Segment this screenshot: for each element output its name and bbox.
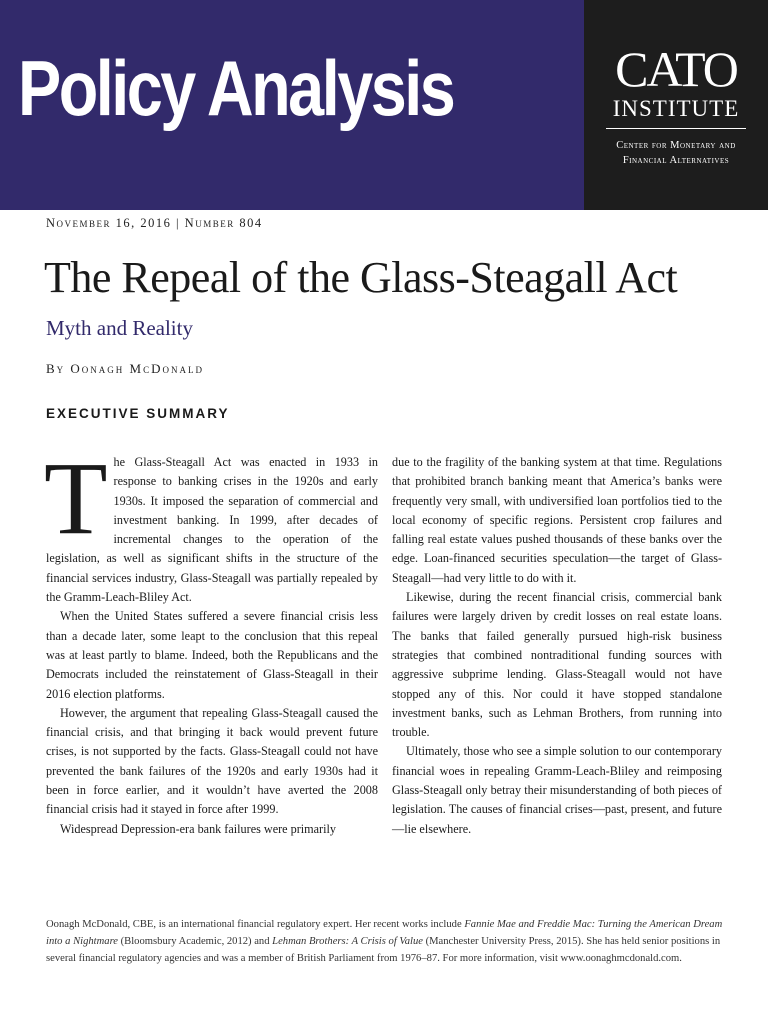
footnote-text-3: (Manchester University Press, 2015). She has held senior positions in several financial regulatory agencies and was a member of British Parliament from 1976–87. For more information, visit www.oonaghmcdonald.com. [46,936,721,964]
center-name-line1: Center for Monetary and [616,140,736,151]
document-title: The Repeal of the Glass-Steagall Act [44,253,678,302]
author-bio-footnote [46,916,726,967]
section-heading: EXECUTIVE SUMMARY [46,406,230,421]
column-left [44,441,378,839]
header-banner [0,0,768,210]
paragraph-1-text: he Glass-Steagall Act was enacted in 1933 in response to banking crises in the 1920s and early 1930s. It imposed the separation of commercial and investment banking. In 1999, after decades of incremental changes to the operation of the legislation, as well as significant shifts in the structure of the financial services industry, Glass-Steagall was partially repealed by the Gramm-Leach-Bliley Act. [46,455,378,605]
footnote-book-2: Lehman Brothers: A Crisis of Value [272,936,423,947]
center-name-line2: Financial Alternatives [622,155,730,166]
series-banner [0,0,584,210]
center-name [600,138,752,168]
series-title: Policy Analysis [18,44,454,132]
drop-cap: T [44,441,108,556]
document-subtitle: Myth and Reality [46,316,193,340]
logo-divider [606,128,746,129]
cato-logo-institute: INSTITUTE [612,96,740,121]
paragraph-6: Ultimately, those who see a simple solution to our contemporary financial woes in repealing Gramm-Leach-Bliley and reimposing Glass-Steagall only betray their misunderstanding of both pieces of legislation. The causes of financial crises—past, present, and future—lie elsewhere. [392,744,722,836]
paragraph-3: However, the argument that repealing Glass-Steagall caused the financial crisis, and that bringing it back would prevent future crises, is not supported by the facts. Glass-Steagall could not have prevented the bank failures of the 1920s and early 1930s had it been in force earlier, and it wouldn’t have averted the 2008 financial crisis had it stayed in force after 1999. [46,705,378,817]
cato-logo-wordmark: CATO [615,41,737,97]
issue-number: Number 804 [184,216,263,230]
paragraph-5: Likewise, during the recent financial crisis, commercial bank failures were largely driven by credit losses on real estate loans. The banks that failed generally pursued high-risk business strategies that combined nontraditional funding sources with aggressive subprime lending. Glass-Steagall would not have stopped any of this. Nor could it have stopped standalone investment banks, such as Lehman Brothers, from running into trouble. [392,590,722,740]
footnote-text-1: Oonagh McDonald, CBE, is an international financial regulatory expert. Her recent works include [46,919,465,930]
paragraph-4-continued: due to the fragility of the banking system at that time. Regulations that prohibited branch banking meant that America’s banks were frequently very small, with undiversified loan portfolios tied to the local economy of specific regions. Persistent crop failures and falling real estate values pushed thousands of these banks over the edge. Loan-financed securities speculation—the target of Glass-Steagall—had very little to do with it. [392,455,722,585]
meta-separator: | [171,216,185,230]
paragraph-1 [44,441,378,607]
footnote-text-2: (Bloomsbury Academic, 2012) and [118,936,273,947]
issue-date: November 16, 2016 [46,216,172,230]
paragraph-4: Widespread Depression-era bank failures were primarily [60,821,336,836]
footnote-book-1: Fannie Mae and Freddie Mac: Turning the American Dream into a Nightmare [46,919,723,947]
column-right [392,453,722,839]
byline: By Oonagh McDonald [46,361,205,376]
paragraph-2: When the United States suffered a severe financial crisis less than a decade later, some leapt to the conclusion that this repeal was at least partly to blame. Indeed, both the Republicans and the Democrats included the reinstatement of Glass-Steagall in their 2016 election platforms. [46,609,378,701]
issue-meta [46,216,263,231]
